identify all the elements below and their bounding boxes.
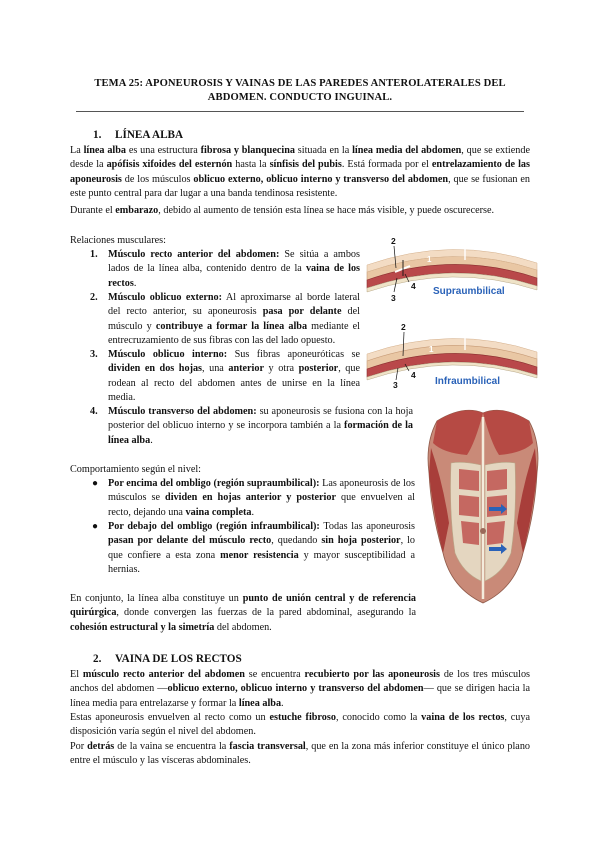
fig2-label-4: 4 <box>411 370 416 380</box>
list-item-transverso: 4. Músculo transverso del abdomen: su aponeurosis se fusiona con la hoja posterior del oblicuo interno y se incorpora también a la formación de la línea alba. <box>90 406 413 446</box>
list-item-recto: 1. Músculo recto anterior del abdomen: Se sitúa a ambos lados de la línea alba, contenido dentro de la vaina de los rectos. <box>90 249 361 289</box>
comportamiento-intro: Comportamiento según el nivel: <box>70 464 201 475</box>
abdominal-wall-anatomy-illustration <box>423 403 543 608</box>
paragraph-vaina-1: El músculo recto anterior del abdomen se encuentra recubierto por las aponeurosis de los tres músculos anchos del abdomen —oblicuo externo, oblicuo interno y transverso del abdomen— que se dirigen hacia la línea media para entrelazarse y formar la línea alba. <box>70 669 531 709</box>
paragraph-linea-alba: La línea alba es una estructura fibrosa y blanquecina situada en la línea media del abdomen, que se extiende desde la apófisis xifoides del esternón hasta la sínfisis del pubis. Está formada por el entrelazamiento de las aponeurosis de los músculos oblicuo externo, oblicuo interno y transverso del abdomen, que se fusionan en este punto central para dar lugar a una banda tendinosa resistente. <box>70 145 530 199</box>
title-line-2: ABDOMEN. CONDUCTO INGUINAL. <box>207 92 393 103</box>
list-item-oblicuo-interno: 3. Músculo oblicuo interno: Sus fibras aponeuróticas se dividen en dos hojas, una anterior y otra posterior, que rodean al recto del abdomen antes de unirse en la línea media. <box>90 349 360 403</box>
bullet-supraumbilical: ● Por encima del ombligo (región supraumbilical): Las aponeurosis de los músculos se dividen en hojas anterior y posterior que envuelven al recto, dejando una vaina completa. <box>92 478 415 518</box>
paragraph-conjunto: En conjunto, la línea alba constituye un punto de unión central y de referencia quirúrgica, donde convergen las fuerzas de la pared abdominal, asegurando la cohesión estructural y la simetría del abdomen. <box>70 593 416 633</box>
section-1-title: LÍNEA ALBA <box>115 129 184 141</box>
fig1-label-1: 1 <box>427 255 432 264</box>
fig2-label-1: 1 <box>429 345 434 354</box>
paragraph-embarazo: Durante el embarazo, debido al aumento de tensión esta línea se hace más visible, y puede oscurecerse. <box>70 205 495 216</box>
title-line-1: TEMA 25: APONEUROSIS Y VAINAS DE LAS PAREDES ANTEROLATERALES DEL <box>94 78 506 89</box>
title-divider <box>76 111 524 112</box>
section-1-number: 1. <box>93 129 102 141</box>
section-2-title: VAINA DE LOS RECTOS <box>115 653 242 665</box>
fig1-label-3: 3 <box>391 293 396 302</box>
section-2-heading <box>93 653 242 665</box>
infraumbilical-section-diagram <box>365 318 540 388</box>
fig2-label-3: 3 <box>393 380 398 388</box>
fig1-label-4: 4 <box>411 281 416 291</box>
fig2-label-2: 2 <box>401 322 406 332</box>
fig1-label-2: 2 <box>391 236 396 246</box>
fig2-title: Infraumbilical <box>435 376 501 387</box>
bullet-infraumbilical: ● Por debajo del ombligo (región infraumbilical): Todas las aponeurosis pasan por delante del músculo recto, quedando sin hoja posterior, lo que confiere a esta zona menor resistencia y mayor susceptibilidad a hernias. <box>92 521 416 575</box>
supraumbilical-section-diagram <box>365 232 540 302</box>
page-title <box>70 77 530 105</box>
list-item-oblicuo-externo: 2. Músculo oblicuo externo: Al aproximarse al borde lateral del recto anterior, su aponeurosis pasa por delante del músculo y contribuye a formar la línea alba mediante el entrecruzamiento de sus fibras con las del lado opuesto. <box>90 292 361 346</box>
paragraph-vaina-2: Estas aponeurosis envuelven al recto como un estuche fibroso, conocido como la vaina de los rectos, cuya disposición varía según el nivel del abdomen. <box>70 712 531 738</box>
relaciones-intro: Relaciones musculares: <box>70 235 166 246</box>
section-2-number: 2. <box>93 653 102 665</box>
fig1-title: Supraumbilical <box>433 286 505 297</box>
paragraph-vaina-3: Por detrás de la vaina se encuentra la fascia transversal, que en la zona más inferior constituye el único plano entre el músculo y las vísceras abdominales. <box>70 741 531 767</box>
section-1-heading <box>93 129 183 141</box>
